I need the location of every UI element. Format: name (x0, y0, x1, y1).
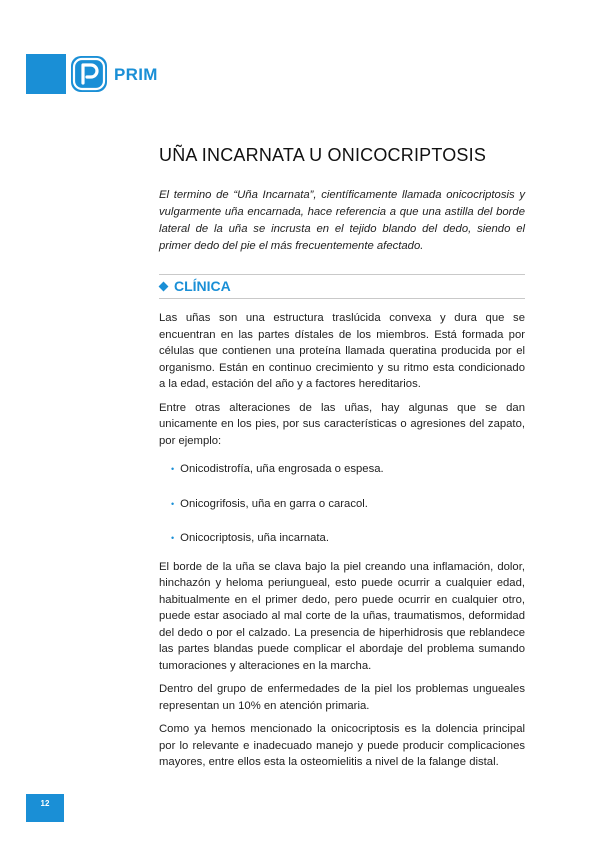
brand-name: PRIM (114, 65, 158, 84)
section-divider-top (159, 274, 525, 275)
list-item (171, 530, 525, 547)
body-paragraph: Como ya hemos mencionado la onicocriptosis es la dolencia principal por lo relevante e inadecuado manejo y puede producir complicaciones mayores, entre ellos esta la osteomielitis a nivel de la falange distal. (159, 723, 525, 768)
bullet-dot-icon: • (171, 498, 175, 509)
body-paragraph: Las uñas son una estructura traslúcida convexa y dura que se encuentran en las partes dístales de los miembros. Está formada por células que contienen una proteína llamada queratina producida por el organismo. Están en continuo crecimiento y su ritmo esta condicionado a la edad, estación del año y a factores hereditarios. (159, 312, 525, 390)
section-heading (159, 278, 231, 294)
list-item (171, 496, 525, 513)
body-paragraph: Entre otras alteraciones de las uñas, hay algunas que se dan unicamente en los pies, por sus características o agresiones del zapato, por ejemplo: (159, 401, 525, 447)
list-item-text: Onicogrifosis, uña en garra o caracol. (180, 497, 368, 510)
bullet-dot-icon: • (171, 533, 175, 543)
header-blue-square (26, 54, 66, 94)
section-body (159, 310, 525, 778)
list-item (171, 461, 525, 478)
condition-list (159, 461, 525, 547)
list-item-text: Onicodistrofía, uña engrosada o espesa. (180, 463, 384, 475)
page-number-box (26, 794, 64, 822)
prim-logo-icon (69, 54, 109, 94)
diamond-bullet-icon (159, 281, 169, 291)
section-heading-label: CLÍNICA (174, 278, 231, 294)
section-divider-bottom (159, 298, 525, 299)
body-paragraph: Dentro del grupo de enfermedades de la piel los problemas ungueales representan un 10% en atención primaria. (159, 683, 525, 712)
body-paragraph: El borde de la uña se clava bajo la piel creando una inflamación, dolor, hinchazón y heloma periungueal, esto puede ocurrir a cualquier edad, habitualmente en el primer dedo, pero puede ocurrir en cualquier otro, puede estar asociado al mal corte de la uñas, traumatismos, deformidad del dedo o por el calzado. La presencia de hiperhidrosis que reblandece las partes blandas puede complicar el abordaje del problema sumando tumoraciones y alteraciones en la marcha. (159, 560, 525, 672)
intro-paragraph: El termino de “Uña Incarnata”, científicamente llamada onicocriptosis y vulgarmente uña encarnada, hace referencia a que una astilla del borde lateral de la uña se incrusta en el tejido blando del dedo, siendo el primer dedo del pie el más frecuentemente afectado. (159, 189, 525, 252)
bullet-dot-icon: • (171, 464, 175, 474)
page-title: UÑA INCARNATA U ONICOCRIPTOSIS (159, 145, 487, 165)
list-item-text: Onicocriptosis, uña incarnata. (180, 532, 329, 544)
page-number: 12 (40, 799, 50, 808)
